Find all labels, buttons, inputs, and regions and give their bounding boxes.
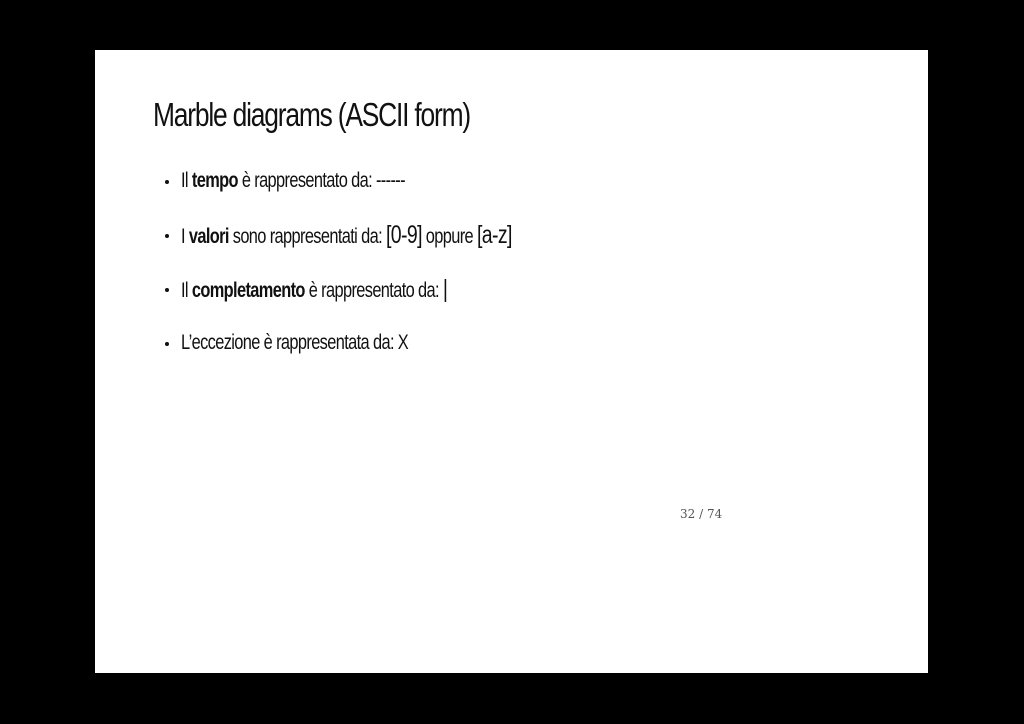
bullet-text-middle: oppure: [421, 225, 477, 248]
letter-range: [a-z]: [476, 221, 512, 249]
bullet-text-suffix: sono rappresentati da:: [228, 225, 386, 248]
bullet-text-suffix: è rappresentato da:: [304, 279, 443, 302]
bullet-dot-icon: [165, 180, 169, 184]
bullet-keyword: valori: [188, 225, 229, 248]
bullet-text: [181, 222, 512, 250]
digit-range: [0-9]: [385, 221, 422, 249]
bullet-text: L’eccezione è rappresentata da: X: [181, 331, 409, 354]
completion-symbol: |: [442, 275, 448, 303]
bullet-text-prefix: I: [181, 225, 189, 248]
bullet-dot-icon: [165, 342, 169, 346]
bullet-dot-icon: [165, 234, 169, 238]
slide: [95, 50, 928, 673]
bullet-dot-icon: [165, 288, 169, 292]
bullet-text: [181, 168, 405, 194]
page-number: 32 / 74: [680, 507, 723, 521]
bullet-keyword: completamento: [191, 279, 305, 302]
slide-title: Marble diagrams (ASCII form): [153, 96, 471, 133]
bullet-text-suffix: è rappresentato da: ------: [237, 169, 405, 192]
bullet-text-prefix: Il: [181, 169, 192, 192]
bullet-text-prefix: Il: [181, 279, 192, 302]
bullet-text: [181, 276, 447, 304]
bullet-keyword: tempo: [191, 169, 238, 192]
